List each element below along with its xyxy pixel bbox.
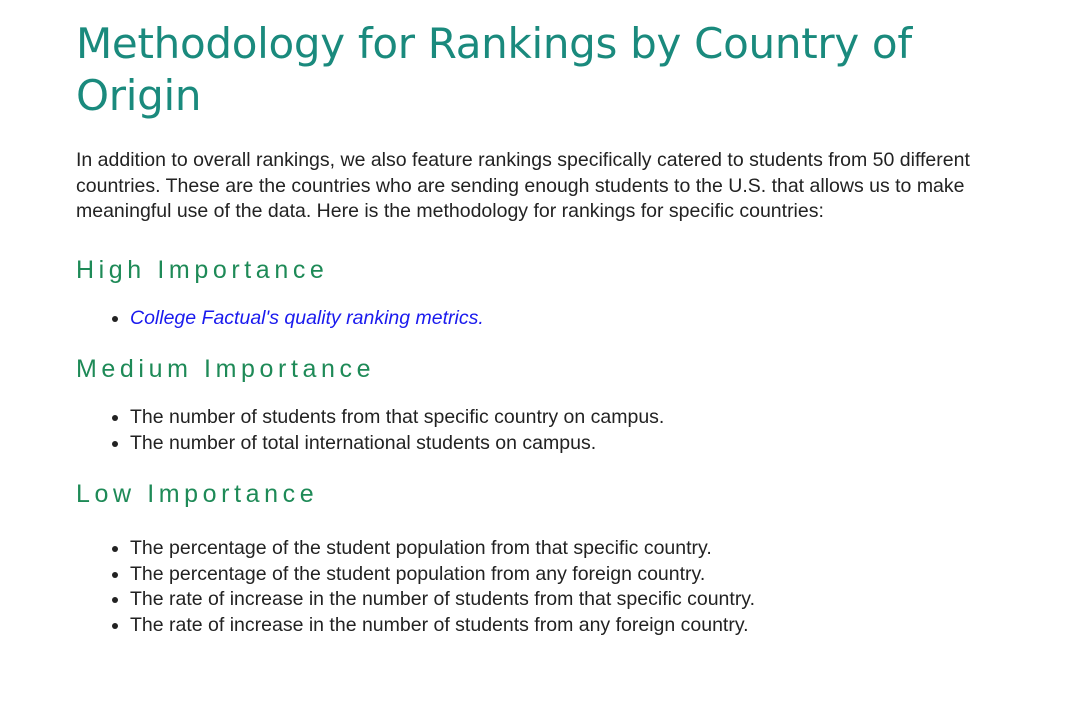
low-importance-list — [76, 536, 1036, 638]
list-item: • The percentage of the student population from any foreign country. — [130, 562, 1036, 588]
medium-importance-heading: Medium Importance — [76, 355, 376, 383]
list-item: • The percentage of the student population from that specific country. — [130, 536, 1036, 562]
medium-importance-list — [76, 405, 1036, 456]
list-item: • The number of students from that specific country on campus. — [130, 405, 1036, 431]
high-importance-heading: High Importance — [76, 255, 329, 284]
low-importance-heading: Low Importance — [76, 480, 319, 508]
intro-paragraph: In addition to overall rankings, we also feature rankings specifically catered to students from 50 different countries. These are the countries who are sending enough students to the U.S. that allows us to make meaningful use of the data. Here is the methodology for rankings for specific countries: — [76, 149, 970, 222]
list-item — [130, 306, 1036, 332]
methodology-article — [76, 18, 1036, 638]
list-item: • The rate of increase in the number of students from any foreign country. — [130, 613, 1036, 639]
list-item: • The number of total international students on campus. — [130, 431, 1036, 457]
high-importance-list — [76, 306, 1036, 332]
page-title: Methodology for Rankings by Country of Origin — [76, 19, 912, 120]
list-item: • The rate of increase in the number of students from that specific country. — [130, 587, 1036, 613]
quality-ranking-metrics-link[interactable]: College Factual's quality ranking metrics. — [130, 306, 484, 329]
